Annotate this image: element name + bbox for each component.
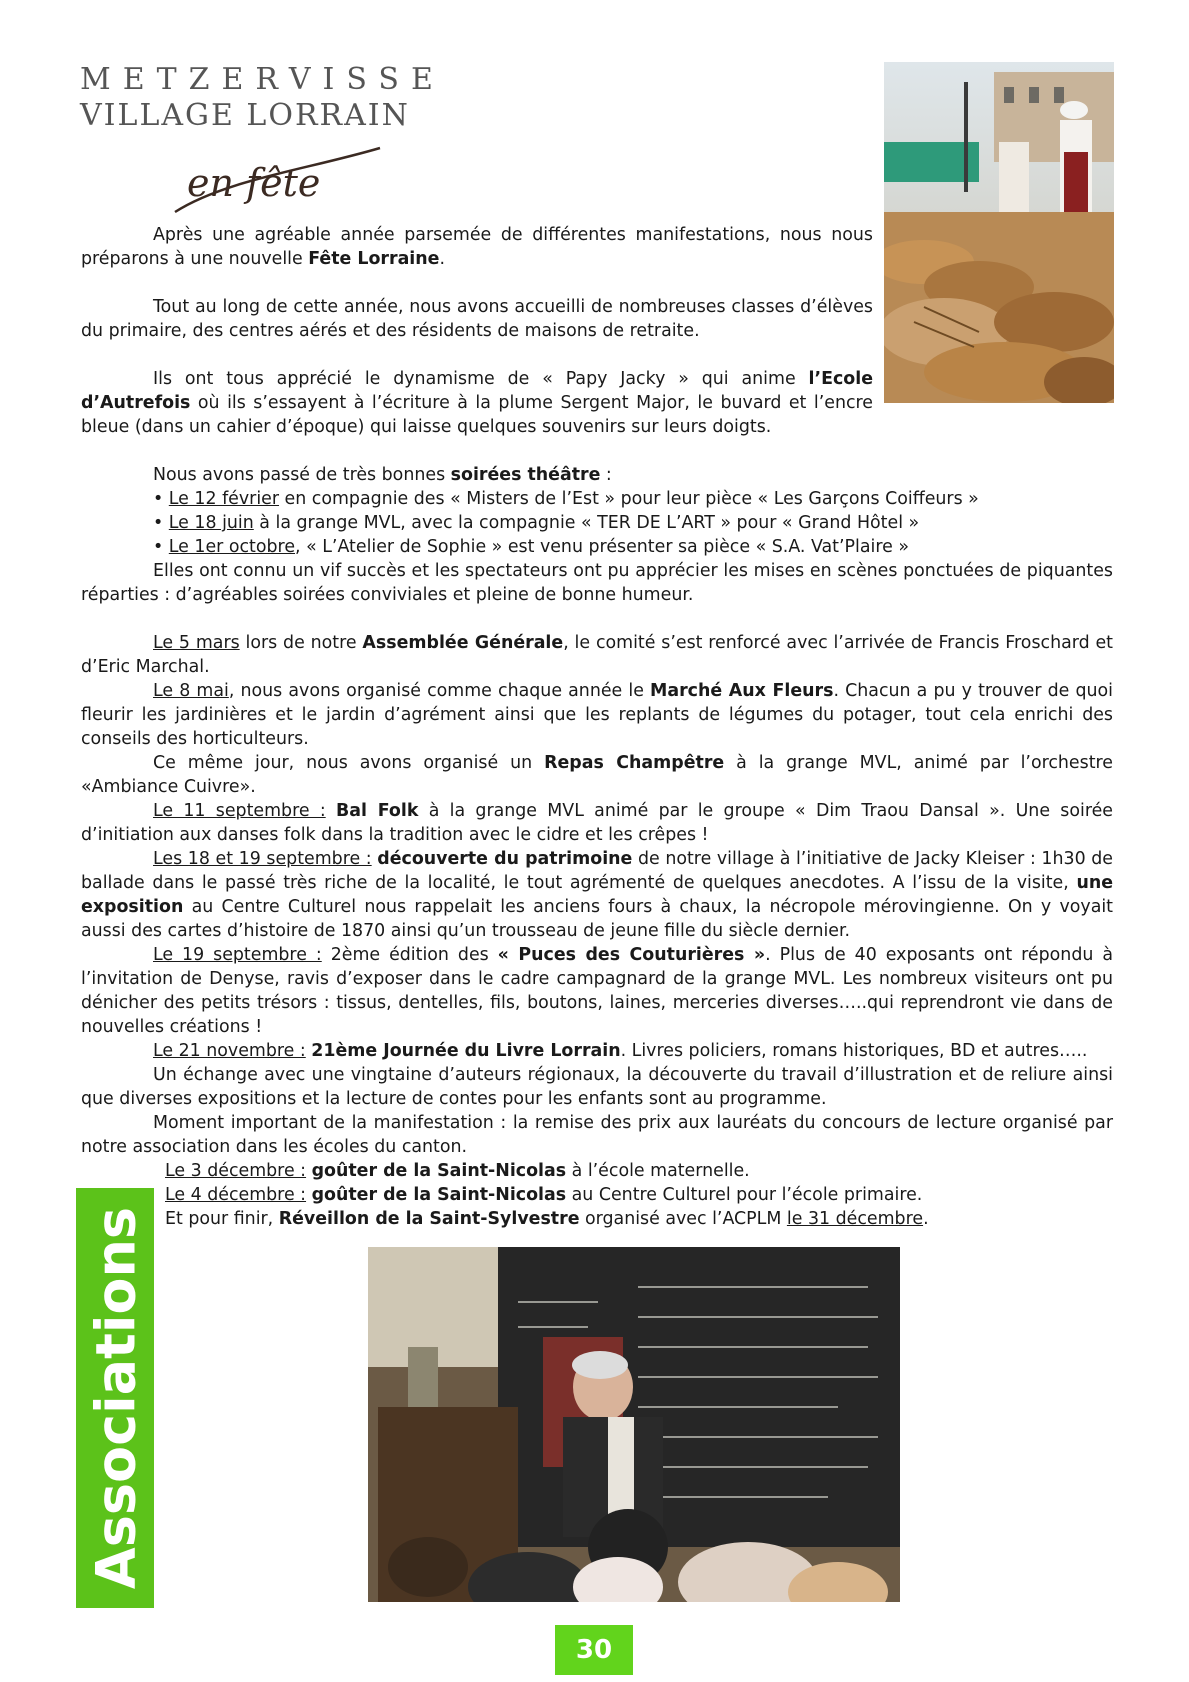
paragraph-livre-lorrain: Le 21 novembre : 21ème Journée du Livre Lorrain. Livres policiers, romans historiques, BD et autres…..: [153, 1041, 1088, 1061]
paragraph-bal-folk: Le 11 septembre : Bal Folk à la grange MVL animé par le groupe « Dim Traou Dansal ». Une soirée d’initiation aux danses folk dans la tradition avec le cidre et les crêpes !: [81, 801, 1114, 845]
list-item: • Le 18 juin à la grange MVL, avec la compagnie « TER DE L’ART » pour « Grand Hôtel »: [153, 513, 920, 533]
logo-script-en-fete: [165, 140, 385, 220]
article-body: [81, 223, 1113, 1231]
paragraph-auteurs: Un échange avec une vingtaine d’auteurs régionaux, la découverte du travail d’illustration et de reliure ainsi que diverses expositions et la lecture de contes pour les enfants sont au programme.: [81, 1065, 1113, 1109]
paragraph-reveillon: Et pour finir, Réveillon de la Saint-Sylvestre organisé avec l’ACPLM le 31 décembre.: [165, 1209, 929, 1229]
paragraph-saint-nicolas-1: Le 3 décembre : goûter de la Saint-Nicolas à l’école maternelle.: [165, 1161, 750, 1181]
paragraph-patrimoine: Les 18 et 19 septembre : découverte du patrimoine de notre village à l’initiative de Jacky Kleiser : 1h30 de ballade dans le passé très riche de la localité, le tout agrémenté de quelques anecdotes. A l’issu de la visite, une exposition au Centre Culturel nous rappelait les anciens fours à chaux, la nécropole mérovingienne. On y voyait aussi des cartes d’histoire de 1870 ainsi qu’un trousseau de jeune fille du siècle dernier.: [81, 849, 1113, 941]
page-number: 30: [555, 1625, 633, 1675]
paragraph-theatre: Nous avons passé de très bonnes soirées théâtre :: [153, 465, 612, 485]
paragraph-assemblee: Le 5 mars lors de notre Assemblée Générale, le comité s’est renforcé avec l’arrivée de Francis Froschard et d’Eric Marchal.: [81, 633, 1113, 677]
logo-title-line1: METZERVISSE: [80, 62, 445, 97]
paragraph-repas: Ce même jour, nous avons organisé un Repas Champêtre à la grange MVL, animé par l’orchestre «Ambiance Cuivre».: [81, 753, 1113, 797]
classroom-illustration: [368, 1247, 900, 1602]
paragraph-marche-fleurs: Le 8 mai, nous avons organisé comme chaque année le Marché Aux Fleurs. Chacun a pu y trouver de quoi fleurir les jardinières et le jardin d’agrément ainsi que les replants de légumes du potager, tout cela enrichi des conseils des horticulteurs.: [81, 681, 1114, 749]
paragraph-puces: Le 19 septembre : 2ème édition des « Puces des Couturières ». Plus de 40 exposants ont répondu à l’invitation de Denyse, ravis d’exposer dans le cadre campagnard de la grange MVL. Les nombreux visiteurs ont pu dénicher des petits trésors : tissus, dentelles, fils, boutons, laines, merceries diverses…..qui reprendront vie dans de nouvelles créations !: [81, 945, 1114, 1037]
paragraph-classes: Tout au long de cette année, nous avons accueilli de nombreuses classes d’élèves du primaire, des centres aérés et des résidents de maisons de retraite.: [81, 297, 873, 341]
logo-title-line2: VILLAGE LORRAIN: [80, 98, 410, 133]
logo-script-text: en fête: [187, 161, 321, 205]
list-item: • Le 1er octobre, « L’Atelier de Sophie » est venu présenter sa pièce « S.A. Vat’Plaire »: [153, 537, 909, 557]
logo: [80, 62, 445, 212]
paragraph-concours: Moment important de la manifestation : la remise des prix aux lauréats du concours de lecture organisé par notre association dans les écoles du canton.: [81, 1113, 1113, 1157]
classroom-photo: [368, 1247, 900, 1602]
paragraph-intro: Après une agréable année parsemée de différentes manifestations, nous nous préparons à une nouvelle Fête Lorraine.: [81, 225, 873, 269]
paragraph-theatre-success: Elles ont connu un vif succès et les spectateurs ont pu apprécier les mises en scènes ponctuées de piquantes réparties : d’agréables soirées conviviales et pleine de bonne humeur.: [81, 561, 1113, 605]
paragraph-ecole-autrefois: Ils ont tous apprécié le dynamisme de « Papy Jacky » qui anime l’Ecole d’Autrefois où ils s’essayent à l’écriture à la plume Sergent Major, le buvard et l’encre bleue (dans un cahier d’époque) qui laisse quelques souvenirs sur leurs doigts.: [81, 369, 873, 437]
list-item: • Le 12 février en compagnie des « Misters de l’Est » pour leur pièce « Les Garçons Coiffeurs »: [153, 489, 979, 509]
section-label: Associations: [84, 1206, 148, 1590]
paragraph-saint-nicolas-2: Le 4 décembre : goûter de la Saint-Nicolas au Centre Culturel pour l’école primaire.: [165, 1185, 923, 1205]
